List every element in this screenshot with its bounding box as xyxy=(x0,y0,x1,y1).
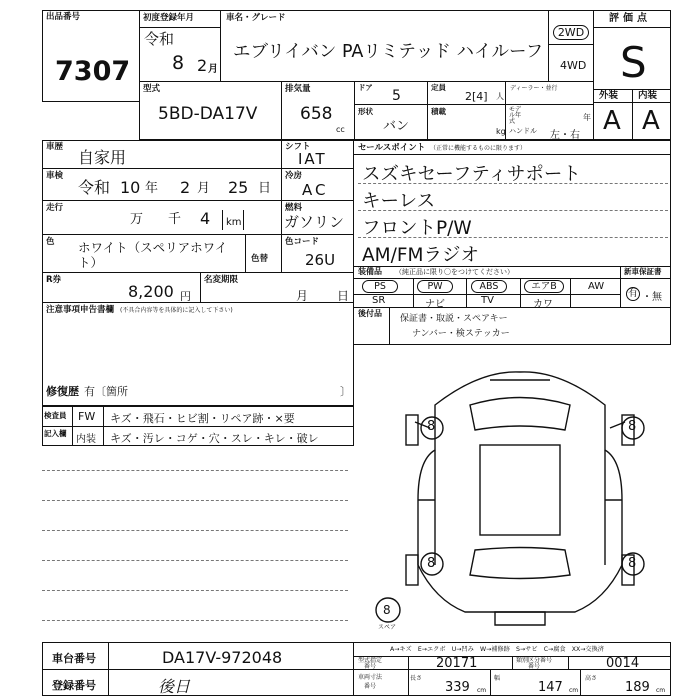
inspection-year-mark: 年 xyxy=(145,181,159,196)
tire-tread-front-left: 8 xyxy=(427,419,436,434)
tire-tread-spare: 8 xyxy=(383,603,391,617)
car-name: エブリイバン PAリミテッド ハイルーフ xyxy=(233,42,544,62)
warranty-yes: 有 xyxy=(628,288,638,299)
name-change-label: 名変期限 xyxy=(204,275,239,285)
inspection-day-mark: 日 xyxy=(258,181,272,196)
shift-value: IAT xyxy=(298,150,327,168)
reg-month: 2 xyxy=(197,56,208,75)
shape-label: 形状 xyxy=(358,107,373,116)
dealer-label: ディーラー・並行 xyxy=(510,85,558,92)
equip-navi: ナビ xyxy=(425,299,445,310)
name-change-month: 月 xyxy=(296,289,309,303)
length-unit: cm xyxy=(477,687,487,694)
fuel-value: ガソリン xyxy=(284,213,345,231)
equip-tv: TV xyxy=(481,295,494,306)
equip-sr: SR xyxy=(372,295,386,306)
first-reg-label: 初度登録年月 xyxy=(143,13,195,23)
equip-leather: カワ xyxy=(533,299,553,310)
usage-label: 車歴 xyxy=(46,142,64,152)
width-value: 147 xyxy=(538,680,563,695)
tire-tread-front-right: 8 xyxy=(628,419,637,434)
inspection-era: 令和 xyxy=(78,178,111,197)
score-value: S xyxy=(620,38,647,87)
color-value: ホワイト（スペリアホワイト） xyxy=(78,240,228,270)
fw-text: キズ・飛石・ヒビ割・リペア跡・×要 xyxy=(110,412,295,425)
repair-value: 有〔箇所 xyxy=(84,385,128,398)
after-line-1: 保証書・取説・スペアキー xyxy=(400,314,508,324)
car-name-label: 車名・グレード xyxy=(226,13,286,23)
drive-2wd: 2WD xyxy=(553,25,589,40)
tire-tread-rear-right: 8 xyxy=(628,556,637,571)
year-unit: 年 xyxy=(583,113,591,122)
mileage-man: 万 xyxy=(130,212,144,227)
after-label: 後付品 xyxy=(358,309,382,318)
reg-year: 8 xyxy=(172,52,185,74)
equip-airbag: エアB xyxy=(524,280,564,293)
color-code-label: 色コード xyxy=(285,237,320,247)
length-label: 長さ xyxy=(410,675,423,682)
height-value: 189 xyxy=(625,680,650,695)
int-label: 内装 xyxy=(76,434,96,445)
class-label-1: 類別区分番号 xyxy=(516,657,553,664)
sales-label: セールスポイント xyxy=(358,143,426,153)
name-change-day: 日 xyxy=(337,289,350,303)
equip-sub: （純正品に限り〇をつけてください） xyxy=(395,268,514,276)
fuel-label: 燃料 xyxy=(285,203,303,213)
cc-unit: cc xyxy=(336,125,345,134)
width-unit: cm xyxy=(569,687,579,694)
ac-value: AC xyxy=(302,181,329,199)
tire-tread-rear-left: 8 xyxy=(427,556,436,571)
capacity-label: 定員 xyxy=(431,83,446,92)
kg-unit: kg xyxy=(496,127,506,136)
plate-value: 後日 xyxy=(158,677,191,696)
interior-label: 内装 xyxy=(638,90,658,101)
reg-month-unit: 月 xyxy=(208,64,218,75)
score-label: 評価点 xyxy=(609,13,651,24)
inspection-month-mark: 月 xyxy=(197,181,211,196)
color-code-value: 26U xyxy=(305,251,336,269)
lot-label: 出品番号 xyxy=(46,12,81,22)
person-unit: 人 xyxy=(496,92,504,101)
height-label: 高さ xyxy=(585,675,598,682)
repair-bracket: 〕 xyxy=(340,385,351,398)
warranty-no: ・無 xyxy=(642,292,662,303)
equip-aw: AW xyxy=(588,281,605,292)
inspector-label-2: 記入欄 xyxy=(44,429,67,438)
width-label: 幅 xyxy=(494,675,501,682)
damage-legend: A→キズ E→エクボ U→凹み W→補修跡 S→サビ C→腐食 XX→交換済 xyxy=(390,646,604,653)
size-label-2: 番号 xyxy=(364,683,377,690)
mileage-label: 走行 xyxy=(46,203,64,213)
ac-label: 冷房 xyxy=(285,171,303,181)
type-spec-number: 20171 xyxy=(436,656,478,671)
chassis-number: DA17V-972048 xyxy=(162,648,283,667)
color-change-label: 色替 xyxy=(251,254,269,264)
equip-abs: ABS xyxy=(471,280,507,293)
km-unit: km xyxy=(226,217,242,228)
spare-label: スペア xyxy=(378,624,397,631)
type-spec-label-1: 型式指定 xyxy=(358,657,383,664)
equip-pw: PW xyxy=(417,280,453,293)
chassis-label: 車台番号 xyxy=(52,652,96,665)
class-label-2: 番号 xyxy=(528,663,541,670)
int-text: キズ・汚レ・コゲ・穴・スレ・キレ・破レ xyxy=(110,432,319,445)
after-line-2: ナンバー・検ステッカー xyxy=(412,329,510,339)
inspection-month: 2 xyxy=(180,178,191,197)
inspection-day: 25 xyxy=(228,178,249,197)
yen-unit: 円 xyxy=(180,290,191,303)
era: 令和 xyxy=(144,30,175,48)
length-value: 339 xyxy=(445,680,470,695)
model-value: 5BD-DA17V xyxy=(158,104,258,124)
repair-label: 修復歴 xyxy=(46,385,79,398)
sales-point-4: AM/FMラジオ xyxy=(362,245,479,266)
class-number: 0014 xyxy=(606,656,640,671)
size-label-1: 車両寸法 xyxy=(358,674,383,681)
inspection-label: 車検 xyxy=(46,171,64,181)
handle-value: 左・右 xyxy=(550,130,580,141)
displacement-value: 658 xyxy=(300,104,333,124)
shift-label: シフト xyxy=(285,142,311,152)
new-warranty-label: 新車保証書 xyxy=(624,267,662,276)
displacement-label: 排気量 xyxy=(285,84,311,94)
exterior-grade: A xyxy=(603,106,621,136)
inspection-year: 10 xyxy=(120,178,141,197)
capacity-value: 2[4] xyxy=(465,90,488,103)
sales-point-1: スズキセーフティサポート xyxy=(362,164,581,185)
model-year-label: モデル年式 xyxy=(509,106,522,125)
mileage-sen: 千 xyxy=(168,212,182,227)
recycle-value: 8,200 xyxy=(128,282,174,301)
color-label: 色 xyxy=(46,237,55,247)
handle-label: ハンドル xyxy=(509,127,537,135)
sales-point-3: フロントP/W xyxy=(362,218,472,239)
lot-number: 7307 xyxy=(55,56,131,87)
car-damage-diagram xyxy=(360,350,680,640)
height-unit: cm xyxy=(656,687,666,694)
doors-value: 5 xyxy=(392,88,401,104)
load-label: 積載 xyxy=(431,107,446,116)
fw-label: FW xyxy=(78,410,96,423)
sales-point-2: キーレス xyxy=(362,191,436,212)
plate-label: 登録番号 xyxy=(52,679,96,692)
sales-sub: （正常に機能するものに限ります） xyxy=(430,145,527,152)
shape-value: バン xyxy=(383,119,410,134)
usage-value: 自家用 xyxy=(78,148,127,167)
equip-ps: PS xyxy=(362,280,398,293)
mileage-value: 4 xyxy=(200,209,211,228)
recycle-label: R券 xyxy=(46,275,62,285)
inspector-label-1: 検査員 xyxy=(44,411,67,420)
equip-label: 装備品 xyxy=(358,267,382,276)
doors-label: ドア xyxy=(358,83,373,92)
model-label: 型式 xyxy=(143,84,161,94)
type-spec-label-2: 番号 xyxy=(364,663,377,670)
notes-label: 注意事項申告書欄 xyxy=(46,305,115,315)
exterior-label: 外装 xyxy=(599,90,619,101)
drive-4wd: 4WD xyxy=(560,59,587,72)
notes-sub: (不具合内容等を具体的に記入して下さい) xyxy=(120,307,233,314)
interior-grade: A xyxy=(642,106,660,136)
